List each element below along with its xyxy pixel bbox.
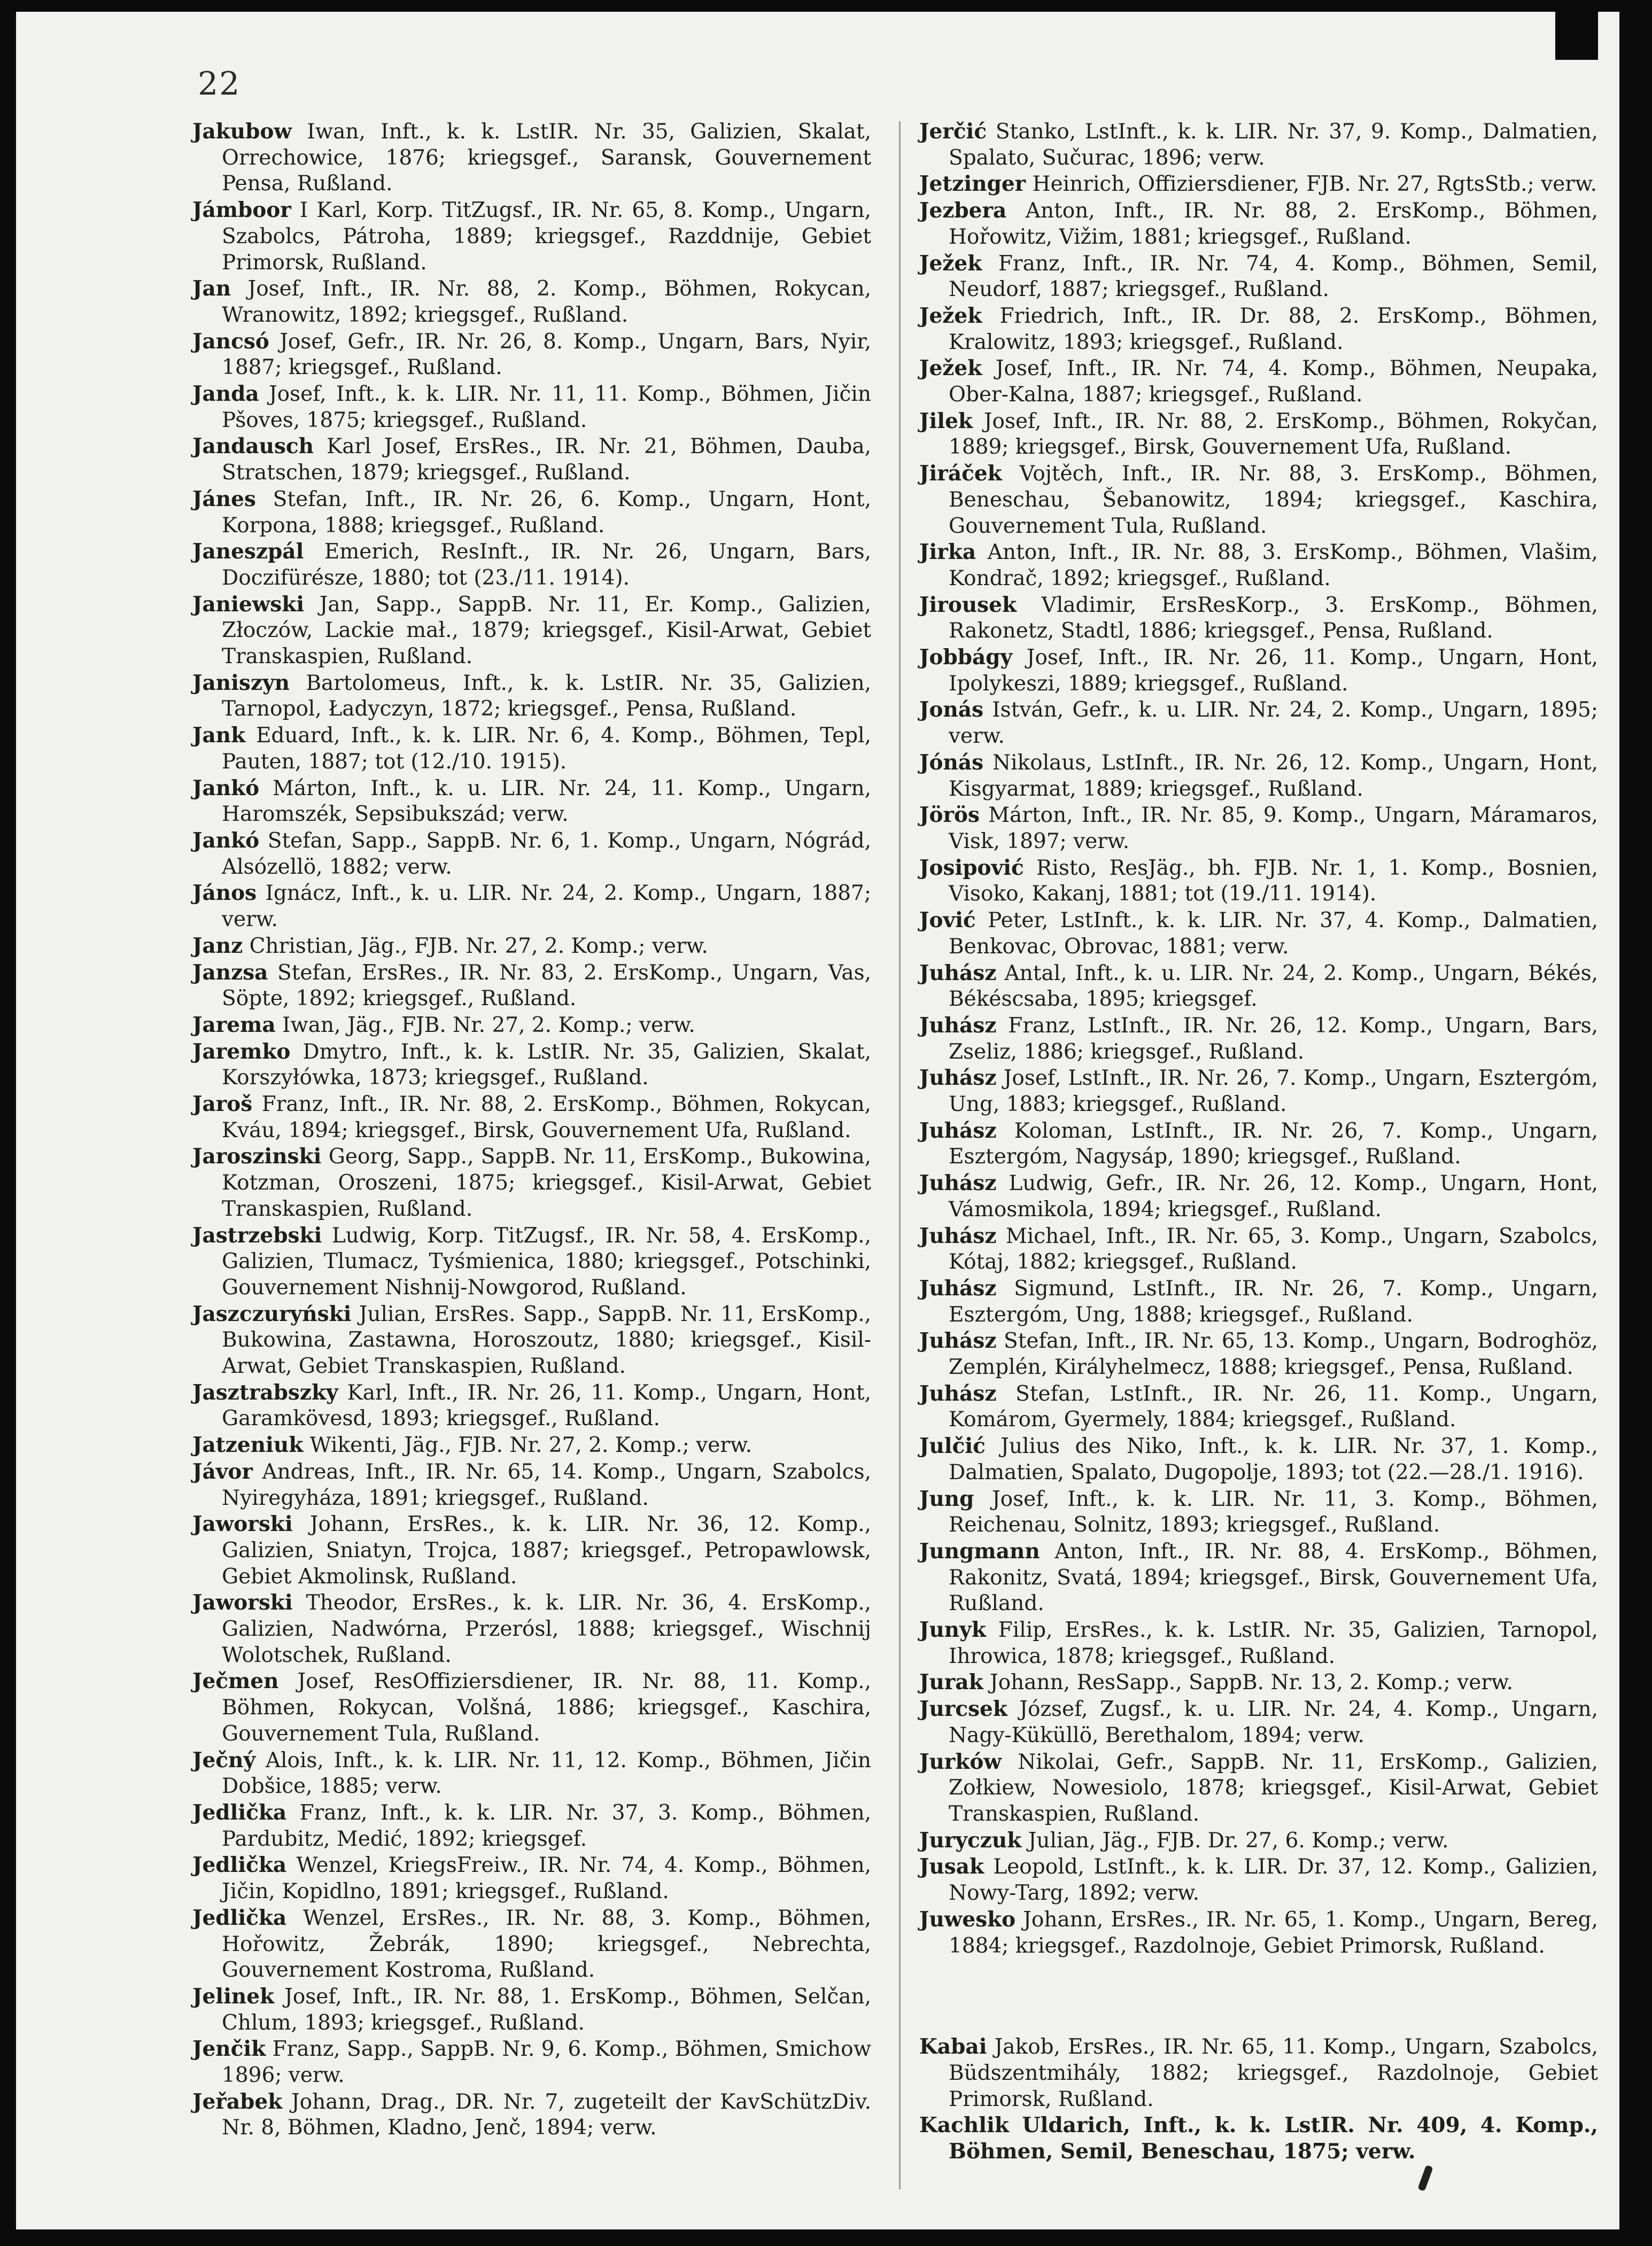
entry-surname: Janiszyn [192, 670, 290, 695]
register-entry [919, 697, 1598, 749]
entry-details: Friedrich, Inft., IR. Dr. 88, 2. ErsKomp., Böhmen, Kralowitz, 1893; kriegsgef., Rußland. [949, 304, 1598, 354]
entry-details: Johann, Drag., DR. Nr. 7, zugeteilt der KavSchützDiv. Nr. 8, Böhmen, Kladno, Jenč, 1894; verw. [222, 2089, 871, 2140]
right-column-entries [919, 119, 1598, 1959]
entry-details: Julius des Niko, Inft., k. k. LIR. Nr. 37, 1. Komp., Dalmatien, Spalato, Dugopolje, 1893; tot (22.—28./1. 1916). [949, 1434, 1598, 1485]
entry-details: Josef, Inft., IR. Nr. 88, 1. ErsKomp., Böhmen, Selčan, Chlum, 1893; kriegsgef., Rußland. [222, 1984, 871, 2035]
entry-details: Wikenti, Jäg., FJB. Nr. 27, 2. Komp.; verw. [303, 1433, 753, 1458]
entry-details: József, Zugsf., k. u. LIR. Nr. 24, 4. Komp., Ungarn, Nagy-Küküllö, Berethalom, 1894; verw. [949, 1697, 1598, 1747]
entry-details: Johann, ErsRes., k. k. LIR. Nr. 36, 12. Komp., Galizien, Sniatyn, Trojca, 1887; kriegsgef., Petropawlowsk, Gebiet Akmolinsk, Rußland. [222, 1512, 871, 1589]
register-entry [192, 1984, 871, 2036]
register-entry [192, 1668, 871, 1747]
register-entry [192, 1091, 871, 1144]
entry-surname: Jaworski [192, 1512, 293, 1537]
entry-surname: Jánes [192, 486, 256, 511]
entry-surname: Juhász [919, 1223, 997, 1248]
register-entry [192, 722, 871, 775]
register-entry [192, 1747, 871, 1800]
register-entry [919, 1907, 1598, 1959]
right-column-k-entries [919, 2034, 1598, 2165]
register-entry [192, 2036, 871, 2088]
document-page [16, 12, 1619, 2229]
register-entry [919, 1828, 1598, 1854]
register-entry [919, 1749, 1598, 1828]
register-entry [919, 1486, 1598, 1538]
entry-surname: Ježek [919, 251, 982, 276]
entry-details: Julian, ErsRes. Sapp., SappB. Nr. 11, ErsKomp., Bukowina, Zastawna, Horoszoutz, 1880; kriegsgef., Kisil-Arwat, Gebiet Transkaspien, Rußland. [222, 1302, 871, 1379]
entry-surname: Jonás [919, 697, 984, 722]
entry-surname: Ježek [919, 303, 982, 328]
register-entry [192, 1459, 871, 1511]
entry-surname: Jávor [192, 1459, 253, 1484]
entry-details: Josef, Inft., IR. Nr. 88, 2. Komp., Böhmen, Rokycan, Wranowitz, 1892; kriegsgef., Rußland. [222, 277, 871, 327]
entry-details: Leopold, LstInft., k. k. LIR. Dr. 37, 12. Komp., Galizien, Nowy-Targ, 1892; verw. [949, 1855, 1598, 1906]
entry-surname: Jedlička [192, 1853, 287, 1878]
entry-details: Franz, Inft., IR. Nr. 88, 2. ErsKomp., Böhmen, Rokycan, Kváu, 1894; kriegsgef., Birsk, Gouvernement Ufa, Rußland. [222, 1092, 871, 1143]
register-entry [919, 1276, 1598, 1328]
entry-surname: Jerčić [919, 119, 987, 144]
entry-details: Theodor, ErsRes., k. k. LIR. Nr. 36, 4. ErsKomp., Galizien, Nadwórna, Przerósl, 1888; kriegsgef., Wischnij Wolotschek, Rußland. [222, 1591, 871, 1667]
entry-details: István, Gefr., k. u. LIR. Nr. 24, 2. Komp., Ungarn, 1895; verw. [949, 698, 1598, 749]
register-entry [192, 670, 871, 722]
register-entry [919, 408, 1598, 461]
entry-details: Stefan, LstInft., IR. Nr. 26, 11. Komp., Ungarn, Komárom, Gyermely, 1884; kriegsgef., Rußland. [949, 1381, 1598, 1432]
entry-surname: Jarema [192, 1012, 276, 1037]
entry-details: Vojtěch, Inft., IR. Nr. 88, 3. ErsKomp., Böhmen, Beneschau, Šebanowitz, 1894; kriegsgef., Kaschira, Gouvernement Tula, Rußland. [949, 462, 1598, 538]
entry-details: Nikolaus, LstInft., IR. Nr. 26, 12. Komp., Ungarn, Hont, Kisgyarmat, 1889; kriegsgef., Rußland. [949, 750, 1598, 801]
entry-details: Franz, Inft., k. k. LIR. Nr. 37, 3. Komp., Böhmen, Pardubitz, Medić, 1892; kriegsgef. [222, 1801, 871, 1851]
entry-surname: Jakubow [192, 119, 292, 144]
entry-surname: Juhász [919, 1066, 997, 1091]
register-entry [919, 2112, 1598, 2164]
entry-details: Anton, Inft., IR. Nr. 88, 2. ErsKomp., Böhmen, Hořowitz, Vižim, 1881; kriegsgef., Rußland. [949, 199, 1598, 249]
entry-details: Josef, Inft., IR. Nr. 74, 4. Komp., Böhmen, Neupaka, Ober-Kalna, 1887; kriegsgef., Rußland. [949, 356, 1598, 407]
entry-details: Heinrich, Offiziersdiener, FJB. Nr. 27, RgtsStb.; verw. [1026, 172, 1597, 197]
entry-details: Nikolai, Gefr., SappB. Nr. 11, ErsKomp., Galizien, Zołkiew, Nowesiolo, 1878; kriegsgef., Kisil-Arwat, Gebiet Transkaspien, Rußland. [949, 1750, 1598, 1826]
entry-surname: Juhász [919, 960, 997, 985]
entry-surname: Juhász [919, 1118, 997, 1143]
entry-surname: Jedlička [192, 1800, 287, 1825]
entry-surname: Jandausch [192, 434, 314, 459]
entry-surname: Janzsa [192, 960, 268, 985]
entry-surname: Juhász [919, 1276, 997, 1301]
entry-surname: Jenčik [192, 2037, 266, 2062]
register-entry [192, 933, 871, 960]
register-entry [919, 802, 1598, 854]
entry-surname: Jobbágy [919, 645, 1013, 670]
entry-details: Johann, ErsRes., IR. Nr. 65, 1. Komp., Ungarn, Bereg, 1884; kriegsgef., Razdolnoje, Gebiet Primorsk, Rußland. [949, 1907, 1598, 1958]
register-entry [192, 1852, 871, 1905]
entry-surname: Juhász [919, 1381, 997, 1406]
register-entry [919, 1118, 1598, 1170]
entry-surname: Ječmen [192, 1669, 279, 1694]
register-entry [919, 2034, 1598, 2112]
entry-details: Andreas, Inft., IR. Nr. 65, 14. Komp., Ungarn, Szabolcs, Nyiregyháza, 1891; kriegsgef., Rußland. [222, 1459, 871, 1510]
register-entry [919, 1170, 1598, 1223]
entry-details: Anton, Inft., IR. Nr. 88, 3. ErsKomp., Böhmen, Vlašim, Kondrač, 1892; kriegsgef., Rußland. [949, 540, 1598, 590]
register-entry [919, 171, 1598, 198]
entry-surname: Jungmann [919, 1538, 1040, 1564]
register-entry [919, 539, 1598, 592]
register-entry [919, 907, 1598, 960]
entry-surname: Jurcsek [919, 1697, 1007, 1722]
entry-surname: Jurak [919, 1670, 983, 1695]
register-entry [192, 329, 871, 381]
column-divider [899, 121, 901, 2189]
register-entry [192, 775, 871, 828]
entry-details: Wenzel, ErsRes., IR. Nr. 88, 3. Komp., Böhmen, Hořowitz, Žebrák, 1890; kriegsgef., Nebrechta, Gouvernement Kostroma, Rußland. [222, 1906, 871, 1983]
entry-details: Karl, Inft., IR. Nr. 26, 11. Komp., Ungarn, Hont, Garamkövesd, 1893; kriegsgef., Rußland. [222, 1380, 871, 1431]
entry-details: Sigmund, LstInft., IR. Nr. 26, 7. Komp., Ungarn, Esztergóm, Ung, 1888; kriegsgef., Rußland. [949, 1276, 1598, 1327]
entry-surname: Jasztrabszky [192, 1380, 338, 1405]
entry-details: Márton, Inft., k. u. LIR. Nr. 24, 11. Komp., Ungarn, Haromszék, Sepsibukszád; verw. [222, 776, 871, 827]
entry-surname: Jung [919, 1486, 974, 1511]
register-entry [192, 1144, 871, 1222]
ink-mark [1417, 2165, 1433, 2191]
entry-details: Stefan, Inft., IR. Nr. 65, 13. Komp., Ungarn, Bodroghöz, Zemplén, Királyhelmecz, 1888; kriegsgef., Pensa, Rußland. [949, 1329, 1598, 1380]
corner-shadow [1555, 12, 1598, 60]
register-entry [919, 855, 1598, 907]
register-entry [919, 1669, 1598, 1696]
left-column [192, 119, 871, 2141]
entry-details: Christian, Jäg., FJB. Nr. 27, 2. Komp.; verw. [243, 934, 708, 958]
entry-surname: Janda [192, 382, 259, 407]
register-entry [192, 539, 871, 591]
entry-surname: Jónás [919, 750, 984, 775]
register-entry [192, 1800, 871, 1852]
register-entry [192, 592, 871, 670]
entry-surname: Jedlička [192, 1905, 287, 1930]
entry-details: Dmytro, Inft., k. k. LstIR. Nr. 35, Galizien, Skalat, Korszyłówka, 1873; kriegsgef., Rußland. [222, 1039, 871, 1090]
entry-details: Josef, Gefr., IR. Nr. 26, 8. Komp., Ungarn, Bars, Nyir, 1887; kriegsgef., Rußland. [222, 329, 871, 380]
entry-details: Emerich, ResInft., IR. Nr. 26, Ungarn, Bars, Doczifürésze, 1880; tot (23./11. 1914). [222, 540, 871, 590]
register-entry [919, 1065, 1598, 1117]
register-entry [919, 1223, 1598, 1276]
entry-details: Eduard, Inft., k. k. LIR. Nr. 6, 4. Komp., Böhmen, Tepl, Pauten, 1887; tot (12./10. 1915). [222, 724, 871, 774]
entry-surname: Jaszczuryński [192, 1301, 352, 1326]
register-entry [919, 461, 1598, 539]
entry-surname: Juhász [919, 1328, 997, 1354]
entry-details: Koloman, LstInft., IR. Nr. 26, 7. Komp., Ungarn, Esztergóm, Nagysáp, 1890; kriegsgef., Rußland. [949, 1118, 1598, 1169]
entry-surname: Jancsó [192, 329, 269, 354]
entry-surname: Jezbera [919, 198, 1007, 223]
register-entry [192, 381, 871, 433]
entry-details: Alois, Inft., k. k. LIR. Nr. 11, 12. Komp., Böhmen, Jičin Dobšice, 1885; verw. [222, 1748, 871, 1799]
entry-details: Stanko, LstInft., k. k. LIR. Nr. 37, 9. Komp., Dalmatien, Spalato, Sučurac, 1896; verw. [949, 120, 1598, 170]
right-column [919, 119, 1598, 2165]
entry-surname: Janeszpál [192, 539, 304, 564]
entry-surname: Juryczuk [919, 1828, 1022, 1853]
entry-surname: Junyk [919, 1618, 986, 1643]
entry-surname: János [192, 881, 257, 906]
entry-details: Márton, Inft., IR. Nr. 85, 9. Komp., Ungarn, Máramaros, Visk, 1897; verw. [949, 803, 1598, 853]
entry-surname: Jaworski [192, 1590, 293, 1615]
entry-details: Risto, ResJäg., bh. FJB. Nr. 1, 1. Komp., Bosnien, Visoko, Kakanj, 1881; tot (19./11. 1914). [949, 856, 1598, 906]
entry-surname: Juhász [919, 1171, 997, 1196]
entry-surname: Jan [192, 276, 231, 301]
entry-surname: Juwesko [919, 1907, 1016, 1932]
entry-surname: Jirousek [919, 592, 1017, 617]
register-entry [919, 1433, 1598, 1486]
register-entry [919, 251, 1598, 303]
entry-surname: Janz [192, 933, 243, 958]
entry-surname: Jurków [919, 1749, 1002, 1774]
entry-details: Jakob, ErsRes., IR. Nr. 65, 11. Komp., Ungarn, Szabolcs, Büdszentmihály, 1882; kriegsgef., Razdolnoje, Gebiet Primorsk, Rußland. [949, 2035, 1598, 2111]
entry-details: Wenzel, KriegsFreiw., IR. Nr. 74, 4. Komp., Böhmen, Jičin, Kopidlno, 1891; kriegsgef., Rußland. [222, 1853, 871, 1904]
register-entry [919, 592, 1598, 644]
register-entry [192, 828, 871, 880]
entry-details: Ludwig, Korp. TitZugsf., IR. Nr. 58, 4. ErsKomp., Galizien, Tlumacz, Tyśmienica, 1880; kriegsgef., Potschinki, Gouvernement Nishnij-Nowgorod, Rußland. [222, 1223, 871, 1300]
entry-surname: Jusak [919, 1854, 984, 1879]
entry-surname: Janiewski [192, 592, 305, 617]
entry-details: Ignácz, Inft., k. u. LIR. Nr. 24, 2. Komp., Ungarn, 1887; verw. [222, 881, 871, 932]
register-entry [192, 1223, 871, 1301]
register-entry [192, 960, 871, 1012]
register-entry [192, 880, 871, 932]
entry-surname: Jetzinger [919, 172, 1026, 197]
entry-details: Georg, Sapp., SappB. Nr. 11, ErsKomp., Bukowina, Kotzman, Oroszeni, 1875; kriegsgef., Kisil-Arwat, Gebiet Transkaspien, Rußland. [222, 1145, 871, 1221]
entry-surname: Jaroš [192, 1092, 253, 1117]
entry-surname: Jörös [919, 803, 980, 828]
entry-surname: Jović [919, 908, 976, 933]
entry-details: Bartolomeus, Inft., k. k. LstIR. Nr. 35, Galizien, Tarnopol, Ładyczyn, 1872; kriegsgef., Pensa, Rußland. [222, 671, 871, 721]
entry-details: Josef, Inft., IR. Nr. 88, 2. ErsKomp., Böhmen, Rokyčan, 1889; kriegsgef., Birsk, Gouvernement Ufa, Rußland. [949, 409, 1598, 460]
entry-details: Iwan, Inft., k. k. LstIR. Nr. 35, Galizien, Skalat, Orrechowice, 1876; kriegsgef., Saransk, Gouvernement Pensa, Rußland. [222, 120, 871, 196]
register-entry [192, 1380, 871, 1432]
entry-surname: Jastrzebski [192, 1223, 322, 1248]
entry-details: Josef, Inft., k. k. LIR. Nr. 11, 11. Komp., Böhmen, Jičin Pšoves, 1875; kriegsgef., Rußland. [222, 382, 871, 432]
register-entry [192, 1590, 871, 1668]
register-entry [192, 1039, 871, 1091]
entry-details: Julian, Jäg., FJB. Dr. 27, 6. Komp.; verw. [1021, 1828, 1449, 1853]
register-entry [919, 1538, 1598, 1617]
register-entry [919, 119, 1598, 171]
entry-surname: Jelinek [192, 1984, 275, 2009]
entry-details: Franz, Sapp., SappB. Nr. 9, 6. Komp., Böhmen, Smichow 1896; verw. [222, 2037, 871, 2088]
entry-details: I Karl, Korp. TitZugsf., IR. Nr. 65, 8. Komp., Ungarn, Szabolcs, Pátroha, 1889; kriegsgef., Razddnije, Gebiet Primorsk, Rußland. [222, 198, 871, 275]
register-entry [919, 960, 1598, 1013]
register-entry [192, 1301, 871, 1380]
register-entry [192, 433, 871, 486]
entry-details: Jan, Sapp., SappB. Nr. 11, Er. Komp., Galizien, Złoczów, Lackie mał., 1879; kriegsgef., Kisil-Arwat, Gebiet Transkaspien, Rußland. [222, 592, 871, 669]
entry-surname: Juhász [919, 1013, 997, 1038]
register-entry [919, 1617, 1598, 1669]
entry-details: Josef, ResOffiziersdiener, IR. Nr. 88, 11. Komp., Böhmen, Rokycan, Volšná, 1886; kriegsgef., Kaschira, Gouvernement Tula, Rußland. [222, 1669, 871, 1746]
entry-details: Vladimir, ErsResKorp., 3. ErsKomp., Böhmen, Rakonetz, Stadtl, 1886; kriegsgef., Pensa, Rußland. [949, 593, 1598, 643]
register-entry [192, 119, 871, 197]
register-entry [192, 486, 871, 539]
entry-details: Peter, LstInft., k. k. LIR. Nr. 37, 4. Komp., Dalmatien, Benkovac, Obrovac, 1881; verw. [949, 908, 1598, 959]
entry-surname: Jirka [919, 540, 976, 565]
register-entry [919, 1854, 1598, 1906]
entry-surname: Jatzeniuk [192, 1433, 304, 1458]
register-entry [192, 1511, 871, 1590]
entry-surname: Jeřabek [192, 2089, 283, 2114]
entry-details: Josef, LstInft., IR. Nr. 26, 7. Komp., Ungarn, Esztergóm, Ung, 1883; kriegsgef., Rußland. [949, 1066, 1598, 1117]
entry-surname: Julčić [919, 1434, 986, 1459]
entry-details: Antal, Inft., k. u. LIR. Nr. 24, 2. Komp., Ungarn, Békés, Békéscsaba, 1895; kriegsgef. [949, 961, 1598, 1012]
entry-surname: Kabai [919, 2034, 987, 2060]
register-entry [919, 1381, 1598, 1433]
entry-surname: Jilek [919, 408, 973, 433]
register-entry [192, 2089, 871, 2141]
entry-surname: Jaremko [192, 1039, 291, 1064]
section-gap [919, 1959, 1598, 2034]
entry-details: Josef, Inft., k. k. LIR. Nr. 11, 3. Komp., Böhmen, Reichenau, Solnitz, 1893; kriegsgef., Rußland. [949, 1487, 1598, 1537]
register-entry [192, 1012, 871, 1039]
register-entry [919, 355, 1598, 408]
register-entry [919, 750, 1598, 802]
entry-details: Michael, Inft., IR. Nr. 65, 3. Komp., Ungarn, Szabolcs, Kótaj, 1882; kriegsgef., Rußland. [949, 1224, 1598, 1274]
entry-surname: Jank [192, 723, 246, 748]
entry-surname: Josipović [919, 855, 1024, 880]
entry-surname: Kachlik [919, 2113, 1009, 2138]
register-entry [919, 303, 1598, 355]
register-entry [919, 1013, 1598, 1065]
entry-details: Stefan, Inft., IR. Nr. 26, 6. Komp., Ungarn, Hont, Korpona, 1888; kriegsgef., Rußland. [222, 487, 871, 538]
entry-details: Uldarich, Inft., k. k. LstIR. Nr. 409, 4. Komp., Böhmen, Semil, Beneschau, 1875; verw. [949, 2113, 1598, 2164]
register-entry [919, 1328, 1598, 1380]
register-entry [192, 1905, 871, 1984]
entry-surname: Jiráček [919, 461, 1002, 486]
register-entry [192, 276, 871, 328]
entry-details: Iwan, Jäg., FJB. Nr. 27, 2. Komp.; verw. [275, 1013, 695, 1037]
entry-details: Filip, ErsRes., k. k. LstIR. Nr. 35, Galizien, Tarnopol, Ihrowica, 1878; kriegsgef., Rußland. [949, 1618, 1598, 1668]
register-entry [919, 198, 1598, 250]
entry-surname: Ježek [919, 356, 982, 381]
register-entry [192, 197, 871, 276]
register-entry [919, 1696, 1598, 1748]
entry-surname: Jaroszinski [192, 1144, 322, 1169]
entry-details: Stefan, Sapp., SappB. Nr. 6, 1. Komp., Ungarn, Nógrád, Alsózellö, 1882; verw. [222, 828, 871, 879]
entry-details: Franz, LstInft., IR. Nr. 26, 12. Komp., Ungarn, Bars, Zseliz, 1886; kriegsgef., Rußland. [949, 1013, 1598, 1064]
entry-details: Stefan, ErsRes., IR. Nr. 83, 2. ErsKomp., Ungarn, Vas, Söpte, 1892; kriegsgef., Rußland. [222, 960, 871, 1011]
entry-details: Franz, Inft., IR. Nr. 74, 4. Komp., Böhmen, Semil, Neudorf, 1887; kriegsgef., Rußland. [949, 251, 1598, 302]
entry-details: Karl Josef, ErsRes., IR. Nr. 21, Böhmen, Dauba, Stratschen, 1879; kriegsgef., Rußland. [222, 434, 871, 485]
entry-surname: Ječný [192, 1747, 256, 1773]
entry-details: Anton, Inft., IR. Nr. 88, 4. ErsKomp., Böhmen, Rakonitz, Svatá, 1894; kriegsgef., Birsk, Gouvernement Ufa, Rußland. [949, 1539, 1598, 1616]
register-entry [192, 1432, 871, 1459]
page-number: 22 [198, 65, 241, 103]
entry-details: Ludwig, Gefr., IR. Nr. 26, 12. Komp., Ungarn, Hont, Vámosmikola, 1894; kriegsgef., Rußland. [949, 1171, 1598, 1222]
entry-surname: Jankó [192, 775, 260, 801]
entry-details: Josef, Inft., IR. Nr. 26, 11. Komp., Ungarn, Hont, Ipolykeszi, 1889; kriegsgef., Rußland. [949, 646, 1598, 696]
entry-surname: Jámboor [192, 198, 291, 223]
register-entry [919, 644, 1598, 697]
entry-details: Johann, ResSapp., SappB. Nr. 13, 2. Komp.; verw. [983, 1670, 1514, 1695]
entry-surname: Jankó [192, 828, 260, 853]
